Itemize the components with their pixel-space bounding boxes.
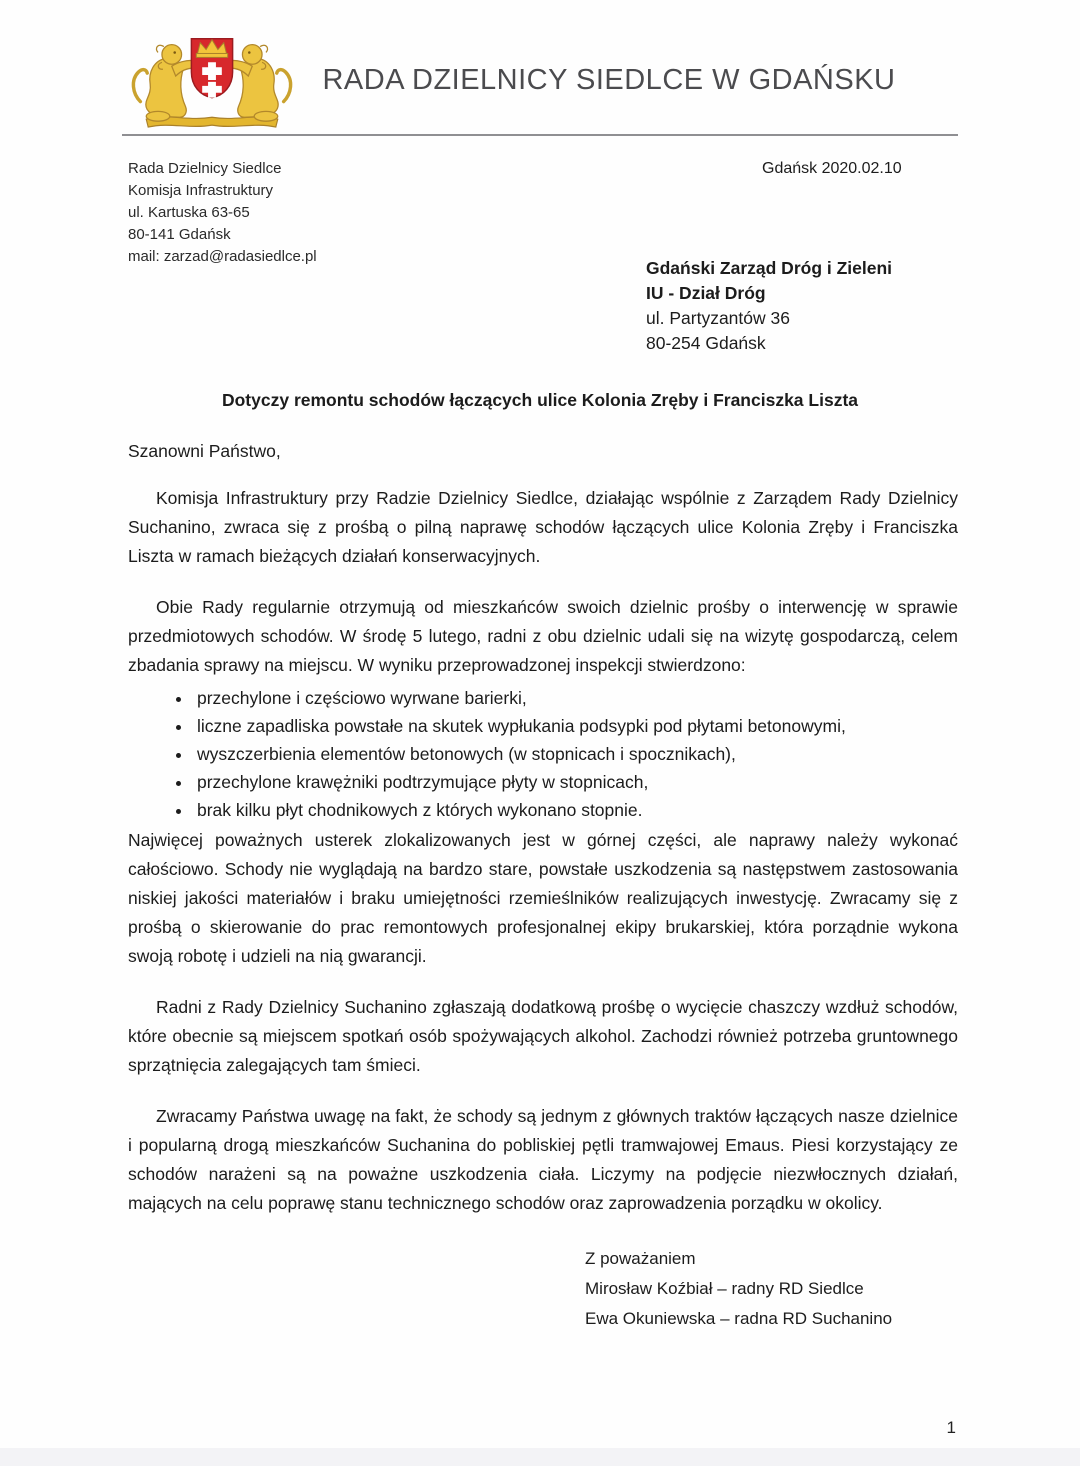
letter-date: Gdańsk 2020.02.10 <box>762 160 902 177</box>
paragraph-assessment: Najwięcej poważnych usterek zlokalizowanych jest w górnej części, ale naprawy należy wykonać całościowo. Schody nie wyglądają na bardzo stare, powstałe uszkodzenia są następstwem zastosowania niskiej jakości materiałów i braku umiejętności rzemieślników realizujących inwestycję. Zwracamy się z prośbą o skierowanie do prac remontowych profesjonalnej ekipy brukarskiej, która porządnie wykona swoją robotę i udzieli na nią gwarancji. <box>128 830 958 966</box>
finding-item: • wyszczerbienia elementów betonowych (w stopnicach i spocznikach), <box>193 740 958 768</box>
recipient-org: Gdański Zarząd Dróg i Zieleni <box>646 258 893 278</box>
sender-street: ul. Kartuska 63-65 <box>128 204 250 221</box>
paragraph-inspection: Obie Rady regularnie otrzymują od mieszkańców swoich dzielnic prośby o interwencję w sprawie przedmiotowych schodów. W środę 5 lutego, radni z obu dzielnic udali się na wizytę gospodarczą, celem zbadania sprawy na miejscu. W wyniku przeprowadzonej inspekcji stwierdzono: <box>128 597 958 675</box>
info-section <box>0 136 1080 356</box>
sender-block <box>128 158 317 356</box>
paragraph-importance: Zwracamy Państwa uwagę na fakt, że schody są jednym z głównych traktów łączących nasze dzielnice i popularną drogą mieszkańców Suchanina do pobliskiej pętli tramwajowej Emaus. Piesi korzystający ze schodów narażeni są na poważne uszkodzenia ciała. Liczymy na podjęcie niezwłocznych działań, mających na celu poprawę stanu technicznego schodów oraz zaprowadzenia porządku w okolicy. <box>128 1106 958 1213</box>
finding-item: • przechylone krawężniki podtrzymujące płyty w stopnicach, <box>193 768 958 796</box>
subject-line: Dotyczy remontu schodów łączących ulice Kolonia Zręby i Franciszka Liszta <box>221 390 858 410</box>
recipient-department: IU - Dział Dróg <box>646 283 766 303</box>
letterhead <box>0 0 1080 132</box>
page-number: 1 <box>946 1418 956 1437</box>
recipient-city: 80-254 Gdańsk <box>646 333 766 353</box>
paragraph-additional-request: Radni z Rady Dzielnicy Suchanino zgłaszają dodatkową prośbę o wycięcie chaszczy wzdłuż schodów, które obecnie są miejscem spotkań osób spożywających alkohol. Zachodzi również potrzeba gruntownego sprzątnięcia zalegających tam śmieci. <box>128 997 958 1075</box>
closing-salutation: Z poważaniem <box>585 1249 696 1268</box>
organization-title: RADA DZIELNICY SIEDLCE W GDAŃSKU <box>322 63 896 96</box>
gdansk-coat-of-arms-logo <box>128 25 300 136</box>
recipient-block <box>646 256 958 356</box>
sender-city: 80-141 Gdańsk <box>128 226 231 243</box>
recipient-street: ul. Partyzantów 36 <box>646 308 790 328</box>
closing-block <box>585 1244 1080 1334</box>
coat-of-arms-icon <box>128 25 296 131</box>
salutation: Szanowni Państwo, <box>128 441 281 461</box>
sender-email: mail: zarzad@radasiedlce.pl <box>128 248 317 265</box>
finding-item: • brak kilku płyt chodnikowych z których wykonano stopnie. <box>193 796 958 824</box>
scan-edge-strip <box>0 1448 1080 1466</box>
sender-org: Rada Dzielnicy Siedlce <box>128 160 282 177</box>
sender-committee: Komisja Infrastruktury <box>128 182 274 199</box>
findings-list <box>166 684 958 824</box>
signature-line-1: Mirosław Koźbiał – radny RD Siedlce <box>585 1279 864 1298</box>
paragraph-request: Komisja Infrastruktury przy Radzie Dzielnicy Siedlce, działając wspólnie z Zarządem Rady Dzielnicy Suchanino, zwraca się z prośbą o pilną naprawę schodów łączących ulice Kolonia Zręby i Franciszka Liszta w ramach bieżących działań konserwacyjnych. <box>128 488 958 566</box>
signature-line-2: Ewa Okuniewska – radna RD Suchanino <box>585 1309 893 1328</box>
finding-item: • liczne zapadliska powstałe na skutek wypłukania podsypki pod płytami betonowymi, <box>193 712 958 740</box>
finding-item: • przechylone i częściowo wyrwane barierki, <box>193 684 958 712</box>
right-column <box>646 158 958 356</box>
